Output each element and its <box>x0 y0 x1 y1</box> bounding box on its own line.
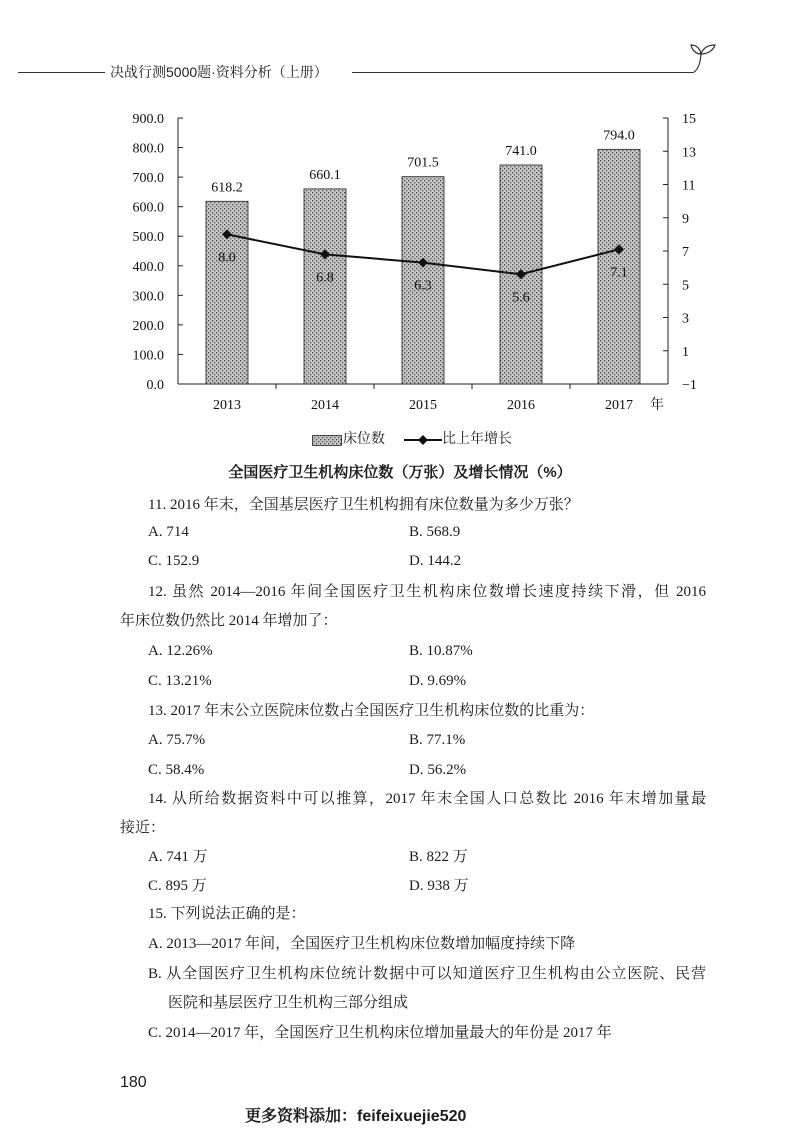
left-y-tick-label: 0.0 <box>146 378 164 393</box>
legend-bar-swatch <box>312 435 342 446</box>
right-y-tick-label: 7 <box>682 245 689 260</box>
right-y-tick-label: 11 <box>682 178 696 194</box>
running-header-title: 决战行测5000题·资料分析（上册） <box>110 64 328 80</box>
bar <box>304 189 346 384</box>
x-tick-label: 2015 <box>409 398 437 413</box>
q15-option-c: C. 2014—2017 年，全国医疗卫生机构床位增加量最大的年份是 2017 年 <box>148 1025 612 1041</box>
q13-option-b: B. 77.1% <box>409 732 466 748</box>
q15-option-b-line-2: 医院和基层医疗卫生机构三部分组成 <box>168 995 409 1011</box>
growth-value-label: 7.1 <box>610 265 628 281</box>
q13-option-a: A. 75.7% <box>148 732 206 748</box>
right-y-tick-label: 13 <box>682 145 696 161</box>
page-number: 180 <box>120 1074 147 1091</box>
footer-note: 更多资料添加：feifeixuejie520 <box>245 1108 467 1125</box>
growth-value-label: 5.6 <box>512 290 530 306</box>
growth-value-label: 8.0 <box>218 250 236 266</box>
left-y-tick-label: 200.0 <box>132 318 164 334</box>
chart-caption: 全国医疗卫生机构床位数（万张）及增长情况（%） <box>228 464 572 481</box>
q15-option-b-line-1: B. 从全国医疗卫生机构床位统计数据中可以知道医疗卫生机构由公立医院、民营 <box>148 966 706 982</box>
q14-stem-line-2: 接近： <box>120 820 166 836</box>
bar-value-label: 794.0 <box>603 128 635 144</box>
q12-option-c: C. 13.21% <box>148 673 212 689</box>
left-y-tick-label: 900.0 <box>132 112 164 127</box>
bar-value-label: 660.1 <box>309 167 341 183</box>
q12-option-a: A. 12.26% <box>148 643 213 659</box>
left-y-tick-label: 600.0 <box>132 200 164 216</box>
legend-label-growth: 比上年增长 <box>442 432 512 447</box>
q12-stem-line-1: 12. 虽然 2014—2016 年间全国医疗卫生机构床位数增长速度持续下滑，但 2016 <box>148 584 706 600</box>
q14-option-a: A. 741 万 <box>148 849 208 865</box>
q12-stem-line-2: 年床位数仍然比 2014 年增加了： <box>120 613 338 629</box>
bar-value-label: 741.0 <box>505 143 537 159</box>
q12-option-b: B. 10.87% <box>409 643 473 659</box>
chart <box>0 0 800 420</box>
right-y-tick-label: 1 <box>682 344 689 360</box>
x-tick-label: 2017 <box>605 398 633 413</box>
q15-option-a: A. 2013—2017 年间，全国医疗卫生机构床位数增加幅度持续下降 <box>148 936 576 952</box>
left-y-tick-label: 700.0 <box>132 171 164 187</box>
bar-value-label: 701.5 <box>407 155 439 171</box>
legend-line-swatch <box>404 433 442 447</box>
q14-stem-line-1: 14. 从所给数据资料中可以推算，2017 年末全国人口总数比 2016 年末增加量最 <box>148 791 706 807</box>
q13-option-c: C. 58.4% <box>148 762 205 778</box>
left-y-tick-label: 400.0 <box>132 259 164 275</box>
left-y-tick-label: 100.0 <box>132 348 164 364</box>
left-y-tick-label: 800.0 <box>132 141 164 157</box>
q13-option-d: D. 56.2% <box>409 762 467 778</box>
right-y-tick-label: 9 <box>682 211 689 227</box>
growth-value-label: 6.8 <box>316 270 334 286</box>
q14-option-d: D. 938 万 <box>409 878 469 894</box>
bar <box>206 201 248 384</box>
x-tick-label: 2014 <box>311 398 339 413</box>
left-y-tick-label: 500.0 <box>132 230 164 246</box>
growth-value-label: 6.3 <box>414 278 432 294</box>
q11-option-d: D. 144.2 <box>409 553 462 569</box>
right-y-tick-label: 15 <box>682 112 696 127</box>
q11-option-a: A. 714 <box>148 524 189 540</box>
left-y-tick-label: 300.0 <box>132 289 164 305</box>
x-tick-label: 2016 <box>507 398 535 413</box>
right-y-tick-label: −1 <box>682 378 697 393</box>
q12-option-d: D. 9.69% <box>409 673 467 689</box>
q14-option-b: B. 822 万 <box>409 849 468 865</box>
legend-label-beds: 床位数 <box>343 432 385 447</box>
bar-value-label: 618.2 <box>211 180 243 196</box>
q11-stem: 11. 2016 年末，全国基层医疗卫生机构拥有床位数量为多少万张？ <box>148 497 579 513</box>
q11-option-c: C. 152.9 <box>148 553 200 569</box>
right-y-tick-label: 3 <box>682 311 689 327</box>
x-axis-unit-label: 年 <box>650 398 664 413</box>
q13-stem: 13. 2017 年末公立医院床位数占全国医疗卫生机构床位数的比重为： <box>148 703 595 719</box>
x-tick-label: 2013 <box>213 398 241 413</box>
q11-option-b: B. 568.9 <box>409 524 461 540</box>
q15-stem: 15. 下列说法正确的是： <box>148 906 306 922</box>
right-y-tick-label: 5 <box>682 278 689 294</box>
q14-option-c: C. 895 万 <box>148 878 207 894</box>
